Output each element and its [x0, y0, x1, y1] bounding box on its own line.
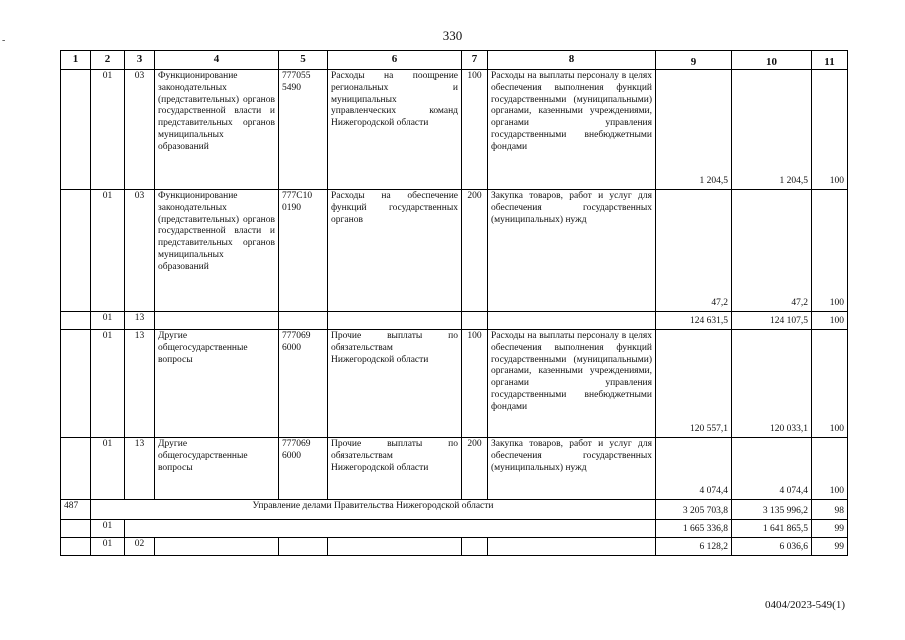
cell-actual: 120 033,1: [732, 330, 812, 438]
cell-subsection-name: Функционирование законодательных (представительных) органов государственной власти и представительных органов муниципальных образований: [155, 70, 279, 190]
cell-empty: [279, 538, 328, 556]
cell-actual: 124 107,5: [732, 312, 812, 330]
cell-percent: 100: [812, 70, 848, 190]
table-row-subtotal: [61, 538, 848, 556]
cell-code: [61, 438, 91, 500]
cell-section: 01: [91, 330, 125, 438]
column-header: 6: [328, 51, 462, 70]
cell-percent: 100: [812, 330, 848, 438]
cell-empty: [488, 538, 656, 556]
cell-section: 01: [91, 190, 125, 312]
cell-planned: 120 557,1: [656, 330, 732, 438]
cell-percent: 99: [812, 538, 848, 556]
cell-section: 01: [91, 538, 125, 556]
document-id: 0404/2023-549(1): [764, 599, 845, 611]
table-row-subtotal: [61, 312, 848, 330]
cell-planned: 124 631,5: [656, 312, 732, 330]
cell-code: [61, 520, 91, 538]
column-header: 3: [125, 51, 155, 70]
cell-planned: 6 128,2: [656, 538, 732, 556]
column-header: 8: [488, 51, 656, 70]
cell-expense-type: 100: [462, 330, 488, 438]
cell-expense-type: 200: [462, 438, 488, 500]
cell-expense-name: Закупка товаров, работ и услуг для обеспечения государственных (муниципальных) нужд: [488, 190, 656, 312]
cell-empty: [462, 538, 488, 556]
cell-code: [61, 330, 91, 438]
cell-department-name: Управление делами Правительства Нижегородской области: [91, 500, 656, 520]
cell-target-article: 777069 6000: [279, 330, 328, 438]
cell-percent: 98: [812, 500, 848, 520]
cell-planned: 4 074,4: [656, 438, 732, 500]
cell-subsection-name: Другие общегосударственные вопросы: [155, 438, 279, 500]
cell-section: 01: [91, 312, 125, 330]
cell-actual: 47,2: [732, 190, 812, 312]
cell-subsection-name: [155, 312, 279, 330]
cell-empty: [328, 538, 462, 556]
cell-code: [61, 70, 91, 190]
cell-expense-name: [488, 312, 656, 330]
column-header: 1: [61, 51, 91, 70]
cell-planned: 1 204,5: [656, 70, 732, 190]
column-header: 2: [91, 51, 125, 70]
cell-section: 01: [91, 70, 125, 190]
cell-actual: 1 641 865,5: [732, 520, 812, 538]
cell-actual: 3 135 996,2: [732, 500, 812, 520]
column-header: 5: [279, 51, 328, 70]
table-row: [61, 190, 848, 312]
cell-empty: [125, 520, 656, 538]
cell-subsection-name: Функционирование законодательных (представительных) органов государственной власти и представительных органов муниципальных образований: [155, 190, 279, 312]
cell-target-article: 777069 6000: [279, 438, 328, 500]
cell-code: [61, 190, 91, 312]
column-header: 4: [155, 51, 279, 70]
table-row-section: [61, 520, 848, 538]
scan-edge-mark: -: [2, 35, 6, 46]
column-header: 9: [656, 51, 732, 70]
cell-section: 01: [91, 520, 125, 538]
cell-empty: [155, 538, 279, 556]
cell-code: [61, 538, 91, 556]
cell-subsection: 13: [125, 438, 155, 500]
cell-planned: 47,2: [656, 190, 732, 312]
cell-article-name: [328, 312, 462, 330]
table-header-row: [61, 51, 848, 70]
column-header: 11: [812, 51, 848, 70]
cell-subsection: 13: [125, 330, 155, 438]
cell-target-article: 777С10 0190: [279, 190, 328, 312]
cell-expense-name: Закупка товаров, работ и услуг для обеспечения государственных (муниципальных) нужд: [488, 438, 656, 500]
cell-article-name: Расходы на поощрение региональных и муниципальных управленческих команд Нижегородской области: [328, 70, 462, 190]
cell-expense-name: Расходы на выплаты персоналу в целях обеспечения выполнения функций государственными (муниципальными) органами, казенными учреждениями, органами управления государственными внебюджетными фондами: [488, 330, 656, 438]
cell-actual: 1 204,5: [732, 70, 812, 190]
table-row: [61, 70, 848, 190]
column-header: 10: [732, 51, 812, 70]
cell-actual: 4 074,4: [732, 438, 812, 500]
cell-subsection: 03: [125, 70, 155, 190]
cell-target-article: [279, 312, 328, 330]
cell-expense-type: 200: [462, 190, 488, 312]
cell-article-name: Прочие выплаты по обязательствам Нижегородской области: [328, 438, 462, 500]
cell-section: 01: [91, 438, 125, 500]
cell-subsection: 13: [125, 312, 155, 330]
cell-code: [61, 312, 91, 330]
cell-planned: 3 205 703,8: [656, 500, 732, 520]
cell-target-article: 777055 5490: [279, 70, 328, 190]
table-row: [61, 330, 848, 438]
cell-percent: 100: [812, 438, 848, 500]
cell-expense-type: [462, 312, 488, 330]
cell-actual: 6 036,6: [732, 538, 812, 556]
table-row: [61, 438, 848, 500]
page-number: 330: [442, 28, 463, 43]
cell-expense-type: 100: [462, 70, 488, 190]
cell-percent: 100: [812, 190, 848, 312]
cell-subsection: 02: [125, 538, 155, 556]
cell-expense-name: Расходы на выплаты персоналу в целях обеспечения выполнения функций государственными (муниципальными) органами, казенными учреждениями, органами управления государственными внебюджетными фондами: [488, 70, 656, 190]
table-row-department: [61, 500, 848, 520]
cell-article-name: Прочие выплаты по обязательствам Нижегородской области: [328, 330, 462, 438]
cell-subsection: 03: [125, 190, 155, 312]
cell-percent: 99: [812, 520, 848, 538]
budget-table: [60, 50, 848, 556]
cell-subsection-name: Другие общегосударственные вопросы: [155, 330, 279, 438]
column-header: 7: [462, 51, 488, 70]
cell-department-code: 487: [61, 500, 91, 520]
cell-article-name: Расходы на обеспечение функций государственных органов: [328, 190, 462, 312]
cell-planned: 1 665 336,8: [656, 520, 732, 538]
cell-percent: 100: [812, 312, 848, 330]
